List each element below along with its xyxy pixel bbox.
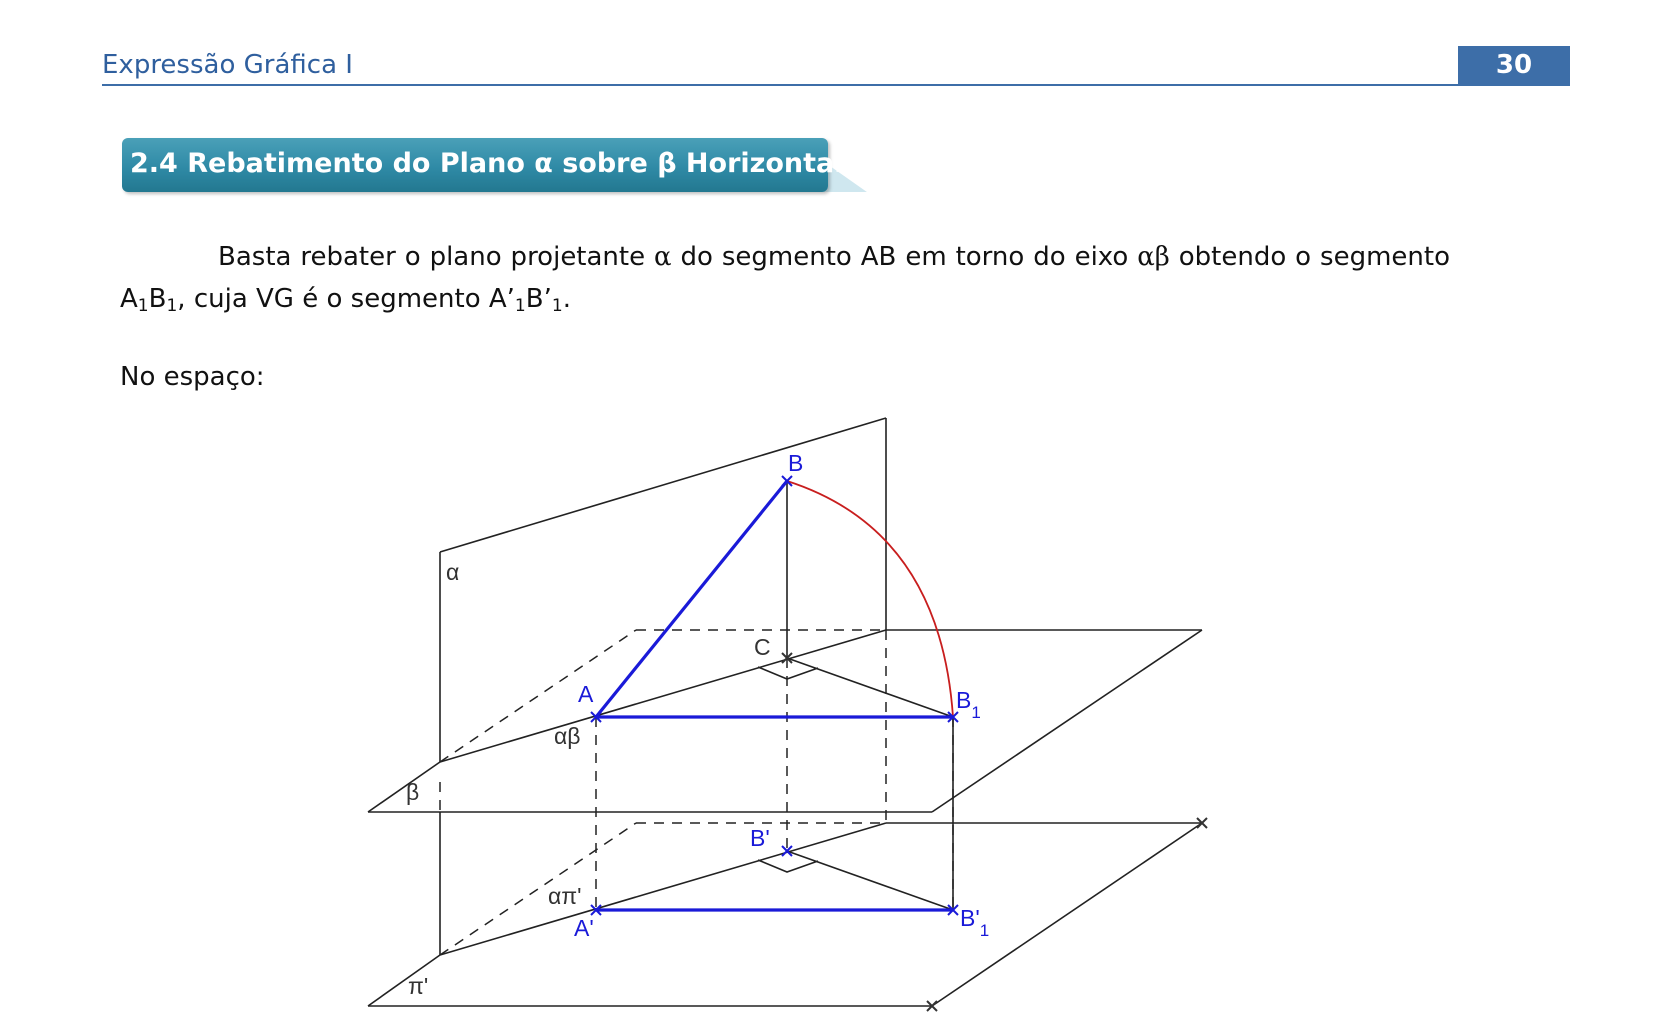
subheading: No espaço: xyxy=(120,362,265,392)
trace-alphabeta xyxy=(440,630,886,762)
point-markers-dark xyxy=(782,653,1207,1011)
diagram-hidden-lines xyxy=(440,630,953,955)
beta-hidden-left xyxy=(440,630,636,762)
header-title: Expressão Gráfica I xyxy=(102,50,353,80)
paragraph-alphabeta: αβ xyxy=(1137,242,1170,272)
paragraph-alpha: α xyxy=(654,242,672,272)
label-alpha: α xyxy=(446,559,460,585)
label-alphapi: απ' xyxy=(548,883,582,909)
label-B1: $B_1$ xyxy=(956,687,981,722)
paragraph-text: obtendo o segmento A xyxy=(120,242,1450,314)
paragraph-text: , cuja VG é o segmento A’ xyxy=(177,284,515,314)
paragraph-subscript: 1 xyxy=(166,296,178,316)
pi-left-edge xyxy=(368,955,440,1006)
alpha-top-edge xyxy=(440,418,886,552)
label-Bprime: B' xyxy=(750,825,770,851)
paragraph-text: do segmento AB em torno do eixo xyxy=(671,242,1138,272)
label-beta: β xyxy=(406,779,420,805)
point-markers xyxy=(591,476,958,915)
paragraph-subscript: 1 xyxy=(551,296,563,316)
paragraph-subscript: 1 xyxy=(514,296,526,316)
label-pi: π' xyxy=(408,973,429,999)
page-number: 30 xyxy=(1458,46,1570,84)
label-alphabeta: αβ xyxy=(554,723,581,749)
label-B: B xyxy=(788,450,804,476)
section-title: 2.4 Rebatimento do Plano α sobre β Horizontal xyxy=(130,148,844,179)
paragraph-subscript: 1 xyxy=(137,296,149,316)
label-Aprime: A' xyxy=(574,915,594,941)
line-Bprime-B1prime xyxy=(787,851,953,910)
segment-AB xyxy=(596,481,787,717)
blue-segments xyxy=(596,481,953,910)
right-angle-mark-Bprime xyxy=(758,860,818,872)
label-B1prime: $B'_1$ xyxy=(960,905,990,940)
label-C: C xyxy=(754,634,771,660)
rotation-arc xyxy=(787,481,953,717)
diagram-lines xyxy=(368,418,1202,1006)
beta-left-edge xyxy=(368,762,440,812)
label-A: A xyxy=(578,681,594,707)
right-angle-mark-C xyxy=(758,667,818,679)
line-C-B1 xyxy=(787,658,953,717)
paragraph-text: . xyxy=(562,284,571,314)
paragraph-text: B’ xyxy=(525,284,552,314)
paragraph-text: Basta rebater o plano projetante xyxy=(218,242,655,272)
paragraph-text: B xyxy=(148,284,167,314)
pi-hidden-left xyxy=(440,823,636,955)
trace-alphapi xyxy=(440,823,886,955)
